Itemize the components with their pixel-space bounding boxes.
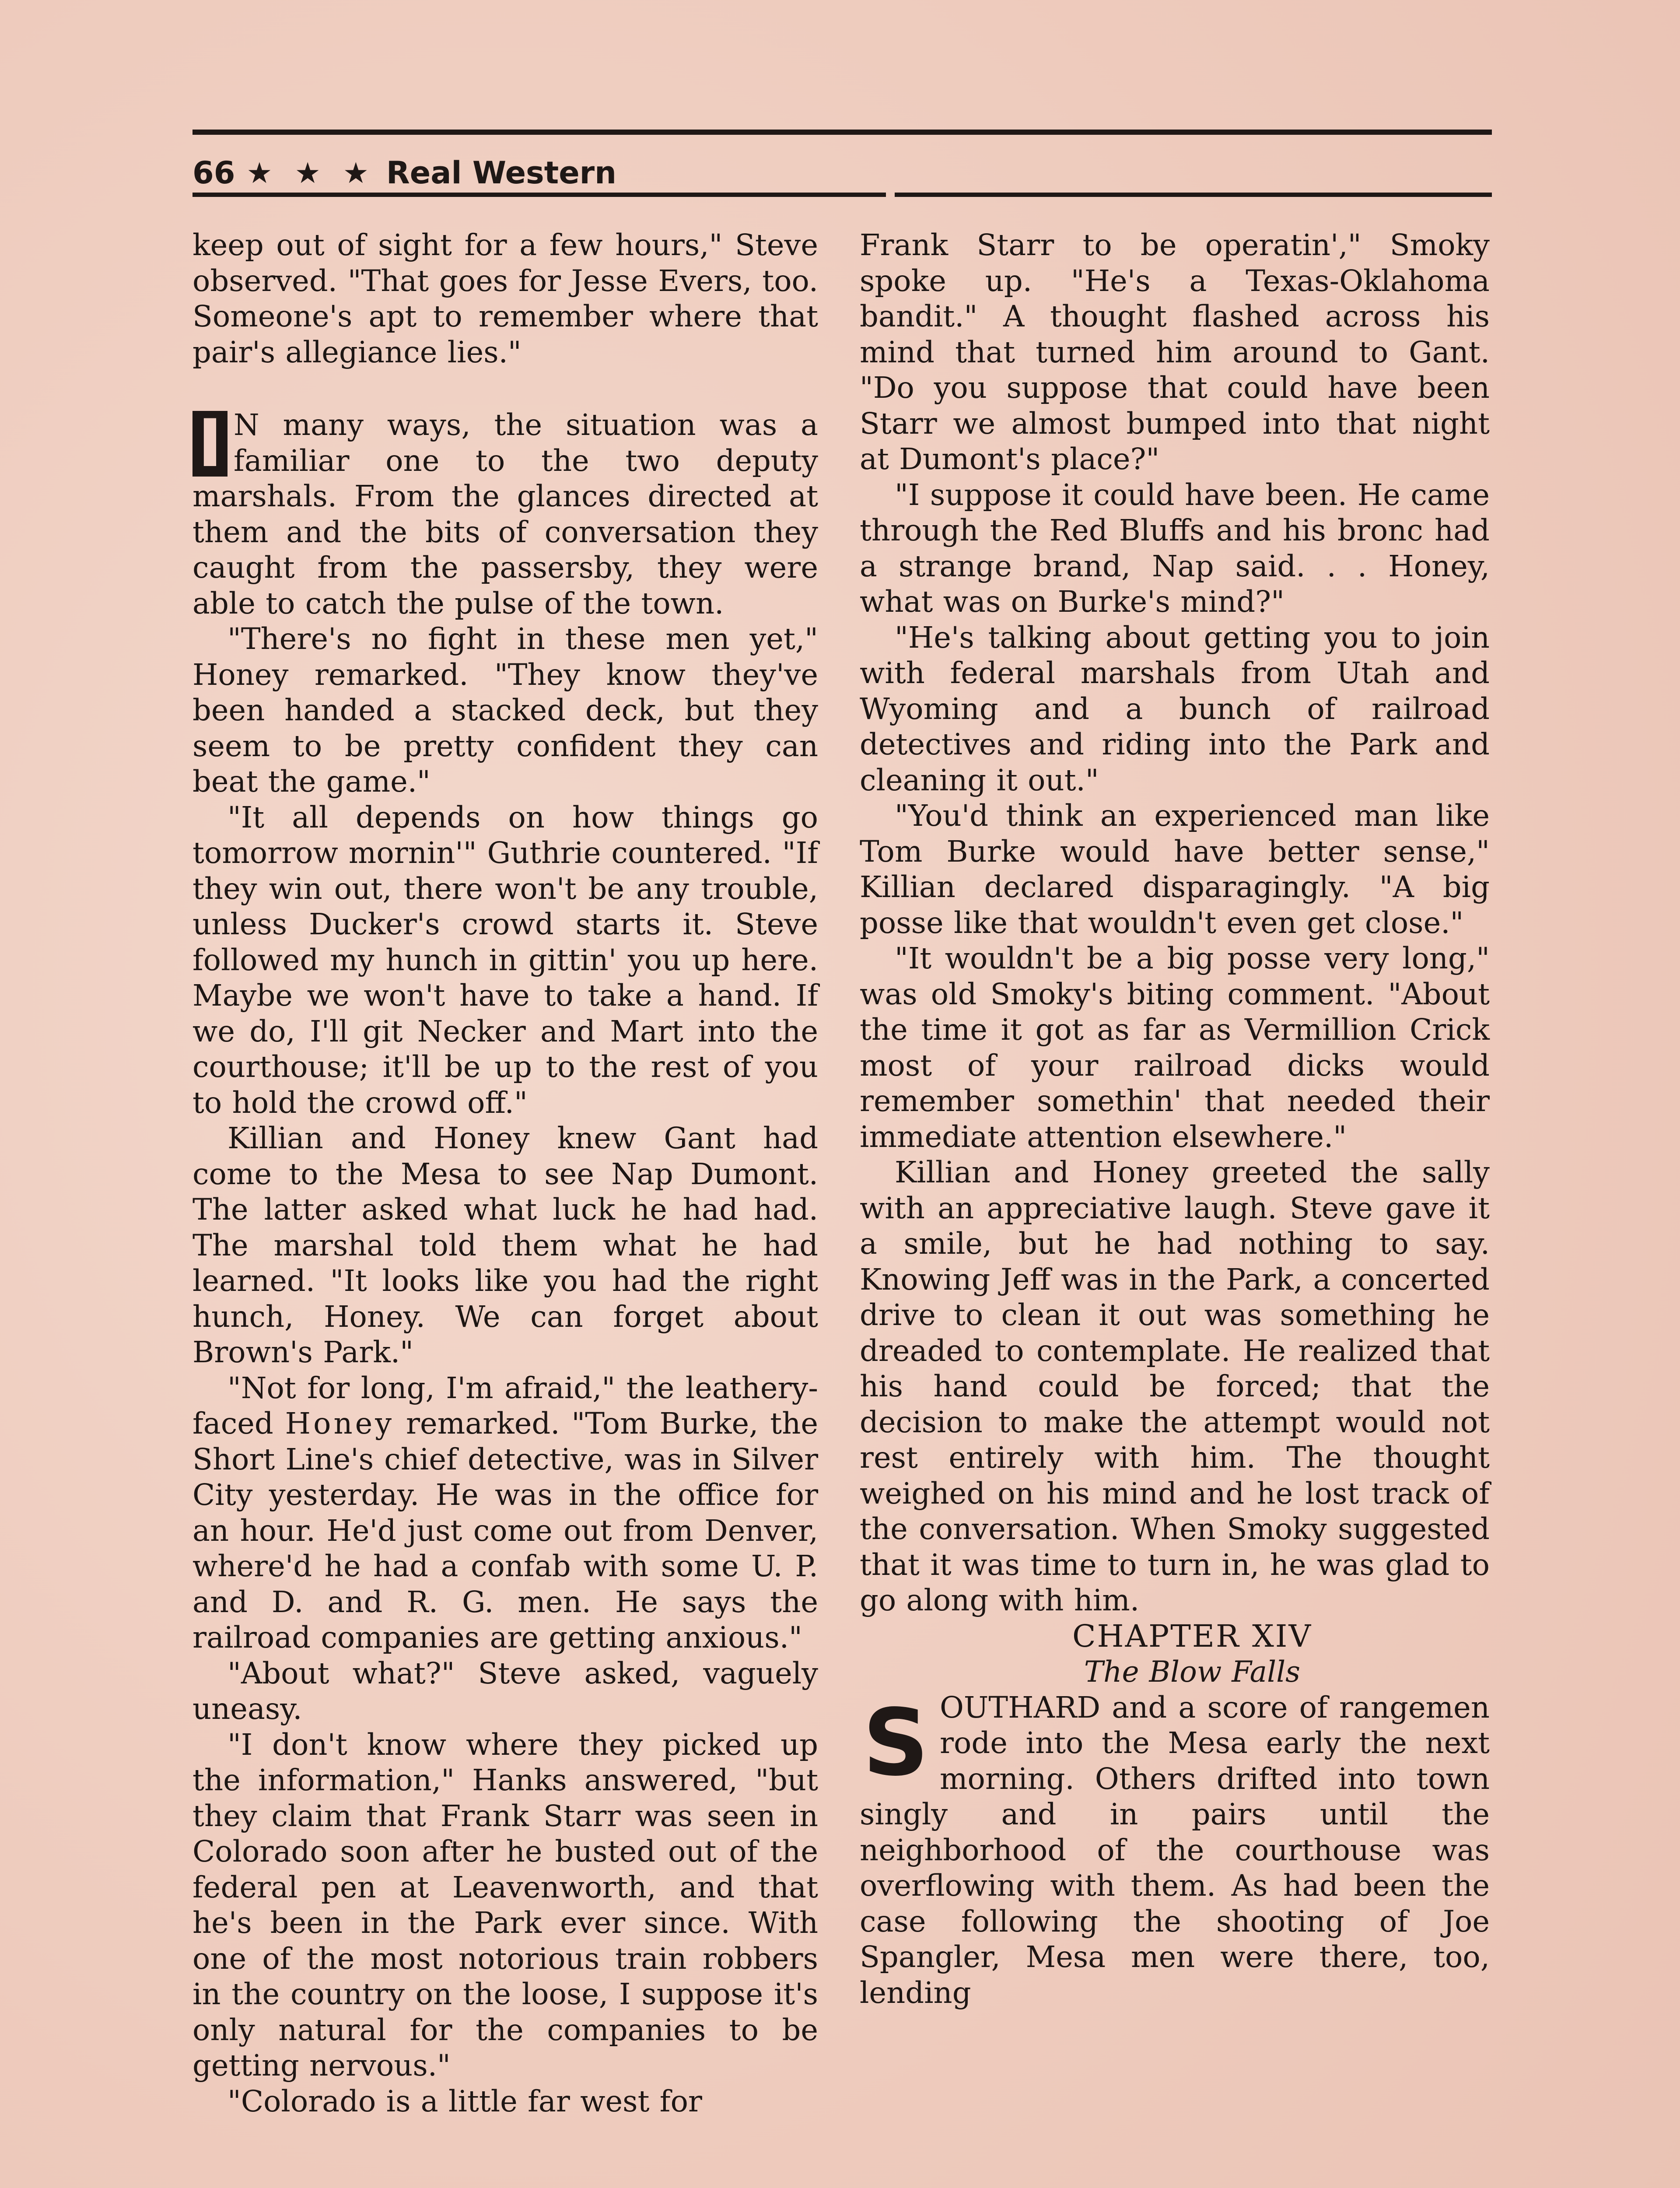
- spaced-name: Honey: [285, 1406, 395, 1441]
- right-column: [860, 228, 1490, 2011]
- paragraph: "I suppose it could have been. He came through the Red Bluffs and his bronc had a strange brand, Nap said. . . Honey, what was on Burke's mind?": [860, 477, 1490, 619]
- star-icons: ★ ★ ★: [246, 156, 375, 190]
- chapter-heading: CHAPTER XIV: [1072, 1618, 1312, 1654]
- paragraph: "Colorado is a little far west for: [228, 2084, 702, 2118]
- header-top-rule: [192, 130, 1492, 135]
- section-opening-paragraph: [192, 407, 818, 621]
- header-rule-left: [192, 193, 886, 197]
- paragraph: "About what?" Steve asked, vaguely uneasy.: [192, 1656, 818, 1726]
- paragraph: [192, 1371, 818, 1656]
- paragraph: "It wouldn't be a big posse very long," was old Smoky's biting comment. "About the time it got as far as Vermillion Crick most of your railroad dicks would remember somethin' that needed their immediate attention elsewhere.": [860, 941, 1490, 1154]
- paragraph: "He's talking about getting you to join with federal marshals from Utah and Wyoming and a bunch of railroad detectives and riding into the Park and cleaning it out.": [860, 620, 1490, 797]
- chapter-opening-paragraph: [860, 1690, 1490, 2011]
- paragraph-text: "Not for long, I'm afraid," the leathery-faced: [192, 1371, 818, 1441]
- chapter-title: The Blow Falls: [1084, 1655, 1301, 1689]
- paragraph-text: N many ways, the situation was a familiar one to the two deputy marshals. From the glances directed at them and the bits of conversation they caught from the passersby, they were able to catch the pulse of the town.: [192, 408, 818, 621]
- magazine-title: Real Western: [386, 155, 617, 191]
- paragraph: "You'd think an experienced man like Tom Burke would have better sense," Killian declared disparagingly. "A big posse like that wouldn't even get close.": [860, 799, 1490, 940]
- drop-cap: I: [192, 411, 228, 477]
- paragraph: "It all depends on how things go tomorrow mornin'" Guthrie countered. "If they win out, there won't be any trouble, unless Ducker's crowd starts it. Steve followed my hunch in gittin' you up here. Maybe we won't have to take a hand. If we do, I'll git Necker and Mart into the courthouse; it'll be up to the rest of you to hold the crowd off.": [192, 800, 818, 1120]
- paragraph: Killian and Honey greeted the sally with an appreciative laugh. Steve gave it a smile, but he had nothing to say. Knowing Jeff was in the Park, a concerted drive to clean it out was something he dreaded to contemplate. He realized that his hand could be forced; that the decision to make the attempt would not rest entirely with him. The thought weighed on his mind and he lost track of the conversation. When Smoky suggested that it was time to turn in, he was glad to go along with him.: [860, 1155, 1490, 1617]
- paragraph-text: OUTHARD and a score of rangemen rode into the Mesa early the next morning. Others drifted into town singly and in pairs until the neighborhood of the courthouse was overflowing with them. As had been the case following the shooting of Joe Spangler, Mesa men were there, too, lending: [860, 1690, 1490, 2010]
- paragraph: Frank Starr to be operatin'," Smoky spoke up. "He's a Texas-Oklahoma bandit." A thought flashed across his mind that turned him around to Gant. "Do you suppose that could have been Starr we almost bumped into that night at Dumont's place?": [860, 228, 1490, 476]
- running-header: [192, 149, 1068, 197]
- paragraph: "I don't know where they picked up the information," Hanks answered, "but they claim that Frank Starr was seen in Colorado soon after he busted out of the federal pen at Leavenworth, and that he's been in the Park ever since. With one of the most notorious train robbers in the country on the loose, I suppose it's only natural for the companies to be getting nervous.": [192, 1727, 818, 2083]
- paragraph: Killian and Honey knew Gant had come to the Mesa to see Nap Dumont. The latter asked what luck he had had. The marshal told them what he had learned. "It looks like you had the right hunch, Honey. We can forget about Brown's Park.": [192, 1121, 818, 1369]
- paragraph: keep out of sight for a few hours," Steve observed. "That goes for Jesse Evers, too. Someone's apt to remember where that pair's allegiance lies.": [192, 228, 818, 369]
- page-number: 66: [192, 155, 235, 191]
- paragraph-text: remarked. "Tom Burke, the Short Line's chief detective, was in Silver City yesterday. He was in the office for an hour. He'd just come out from Denver, where'd he had a confab with some U. P. and D. and R. G. men. He says the railroad companies are getting anxious.": [192, 1406, 819, 1655]
- left-column: [192, 228, 818, 2119]
- paragraph: "There's no fight in these men yet," Honey remarked. "They know they've been handed a stacked deck, but they seem to be pretty confident they can beat the game.": [192, 622, 818, 799]
- drop-cap: S: [862, 1689, 929, 1796]
- header-rule-right: [895, 193, 1492, 197]
